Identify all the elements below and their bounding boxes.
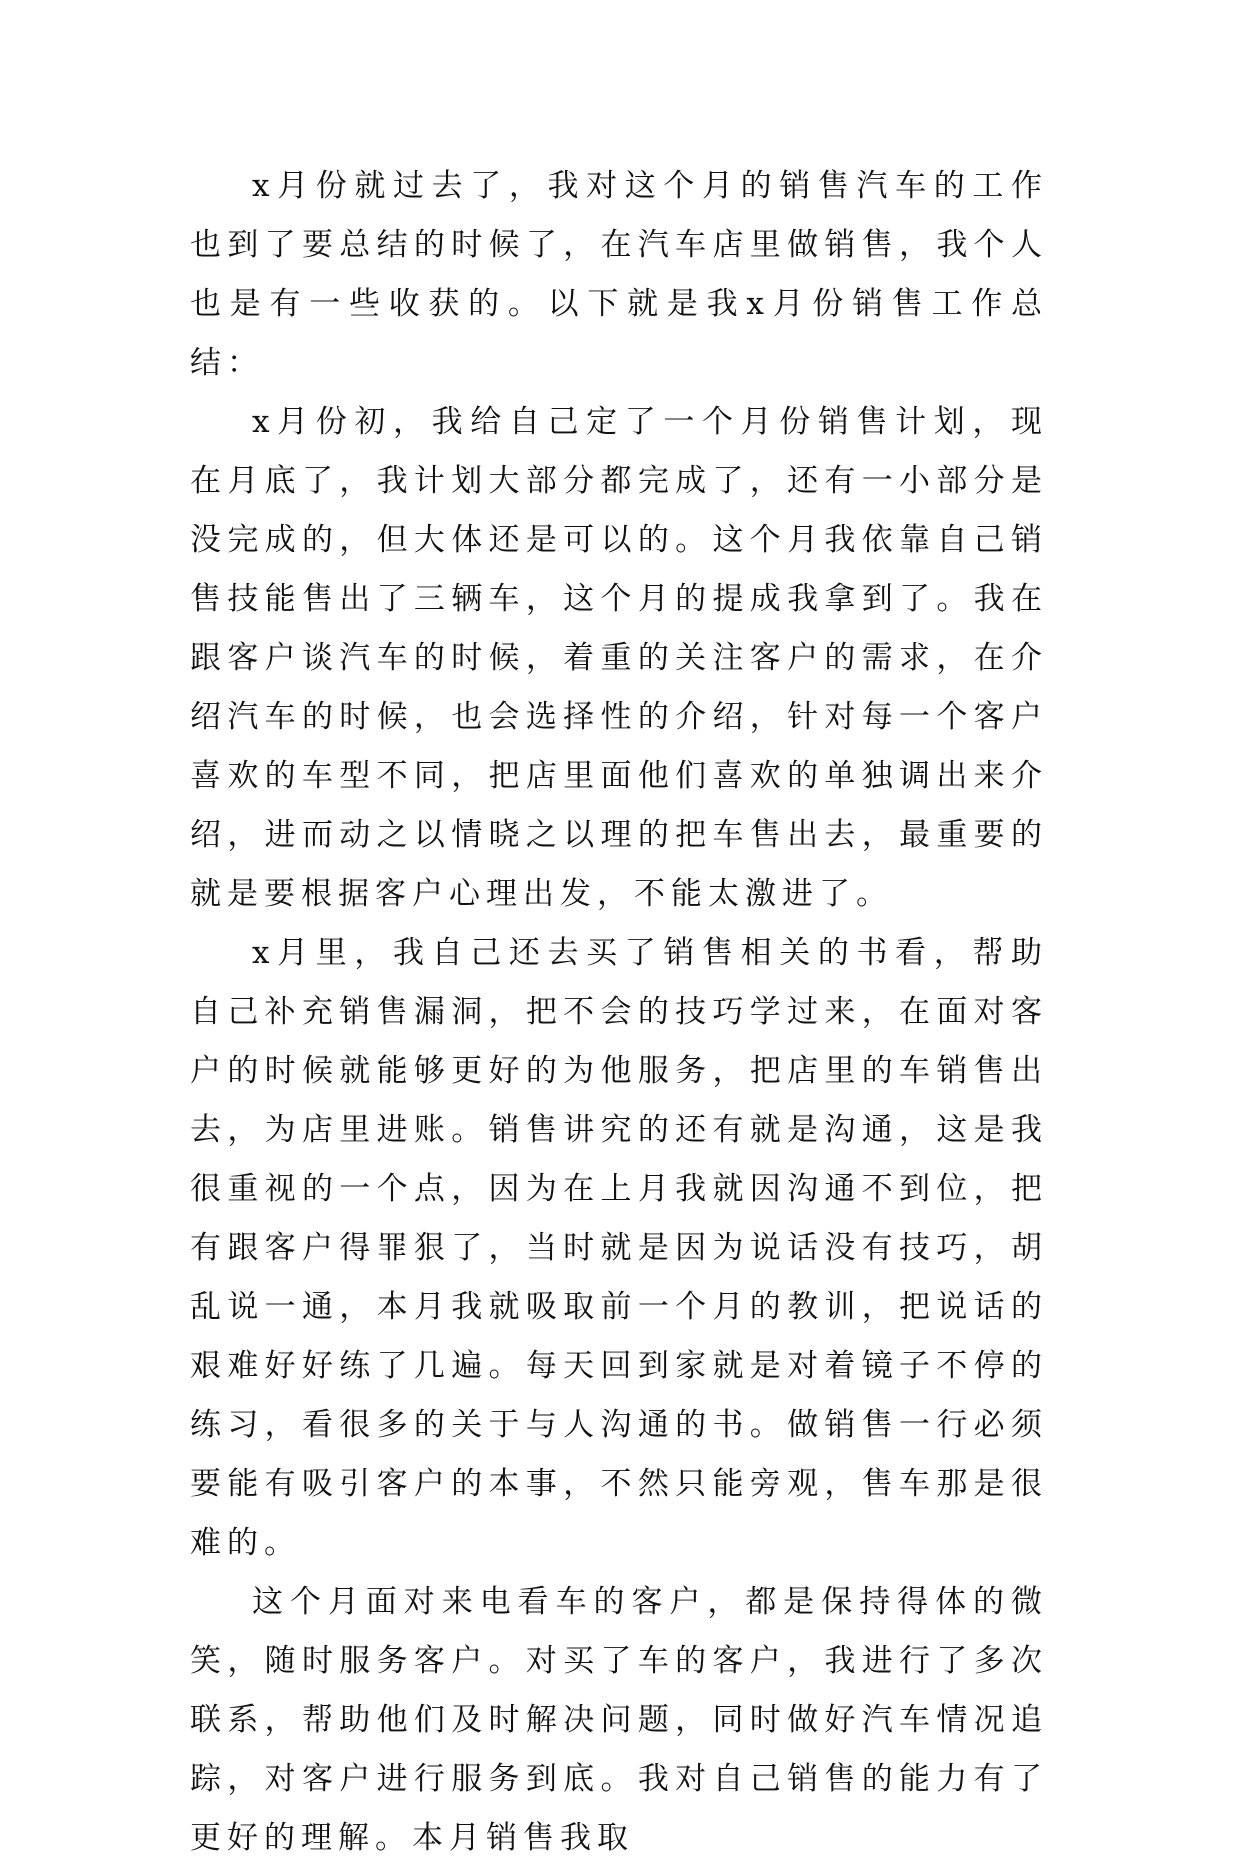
paragraph-intro: x月份就过去了，我对这个月的销售汽车的工作也到了要总结的时候了，在汽车店里做销售，我个人也是有一些收获的。以下就是我x月份销售工作总结： — [190, 168, 1048, 381]
paragraph-sales-plan: x月份初，我给自己定了一个月份销售计划，现在月底了，我计划大部分都完成了，还有一小部分是没完成的，但大体还是可以的。这个月我依靠自己销售技能售出了三辆车，这个月的提成我拿到了。我在跟客户谈汽车的时候，着重的关注客户的需求，在介绍汽车的时候，也会选择性的介绍，针对每一个客户喜欢的车型不同，把店里面他们喜欢的单独调出来介绍，进而动之以情晓之以理的把车售出去，最重要的就是要根据客户心理出发，不能太激进了。 — [190, 404, 1048, 912]
paragraph-customer-service: 这个月面对来电看车的客户，都是保持得体的微笑，随时服务客户。对买了车的客户，我进行了多次联系，帮助他们及时解决问题，同时做好汽车情况追踪，对客户进行服务到底。我对自己销售的能力有了更好的理解。本月销售我取 — [190, 1584, 1048, 1856]
paragraph-learning-communication: x月里，我自己还去买了销售相关的书看，帮助自己补充销售漏洞，把不会的技巧学过来，在面对客户的时候就能够更好的为他服务，把店里的车销售出去，为店里进账。销售讲究的还有就是沟通，这是我很重视的一个点，因为在上月我就因沟通不到位，把有跟客户得罪狠了，当时就是因为说话没有技巧，胡乱说一通，本月我就吸取前一个月的教训，把说话的艰难好好练了几遍。每天回到家就是对着镜子不停的练习，看很多的关于与人沟通的书。做销售一行必须要能有吸引客户的本事，不然只能旁观，售车那是很难的。 — [190, 935, 1048, 1561]
document-body — [190, 157, 1048, 1868]
